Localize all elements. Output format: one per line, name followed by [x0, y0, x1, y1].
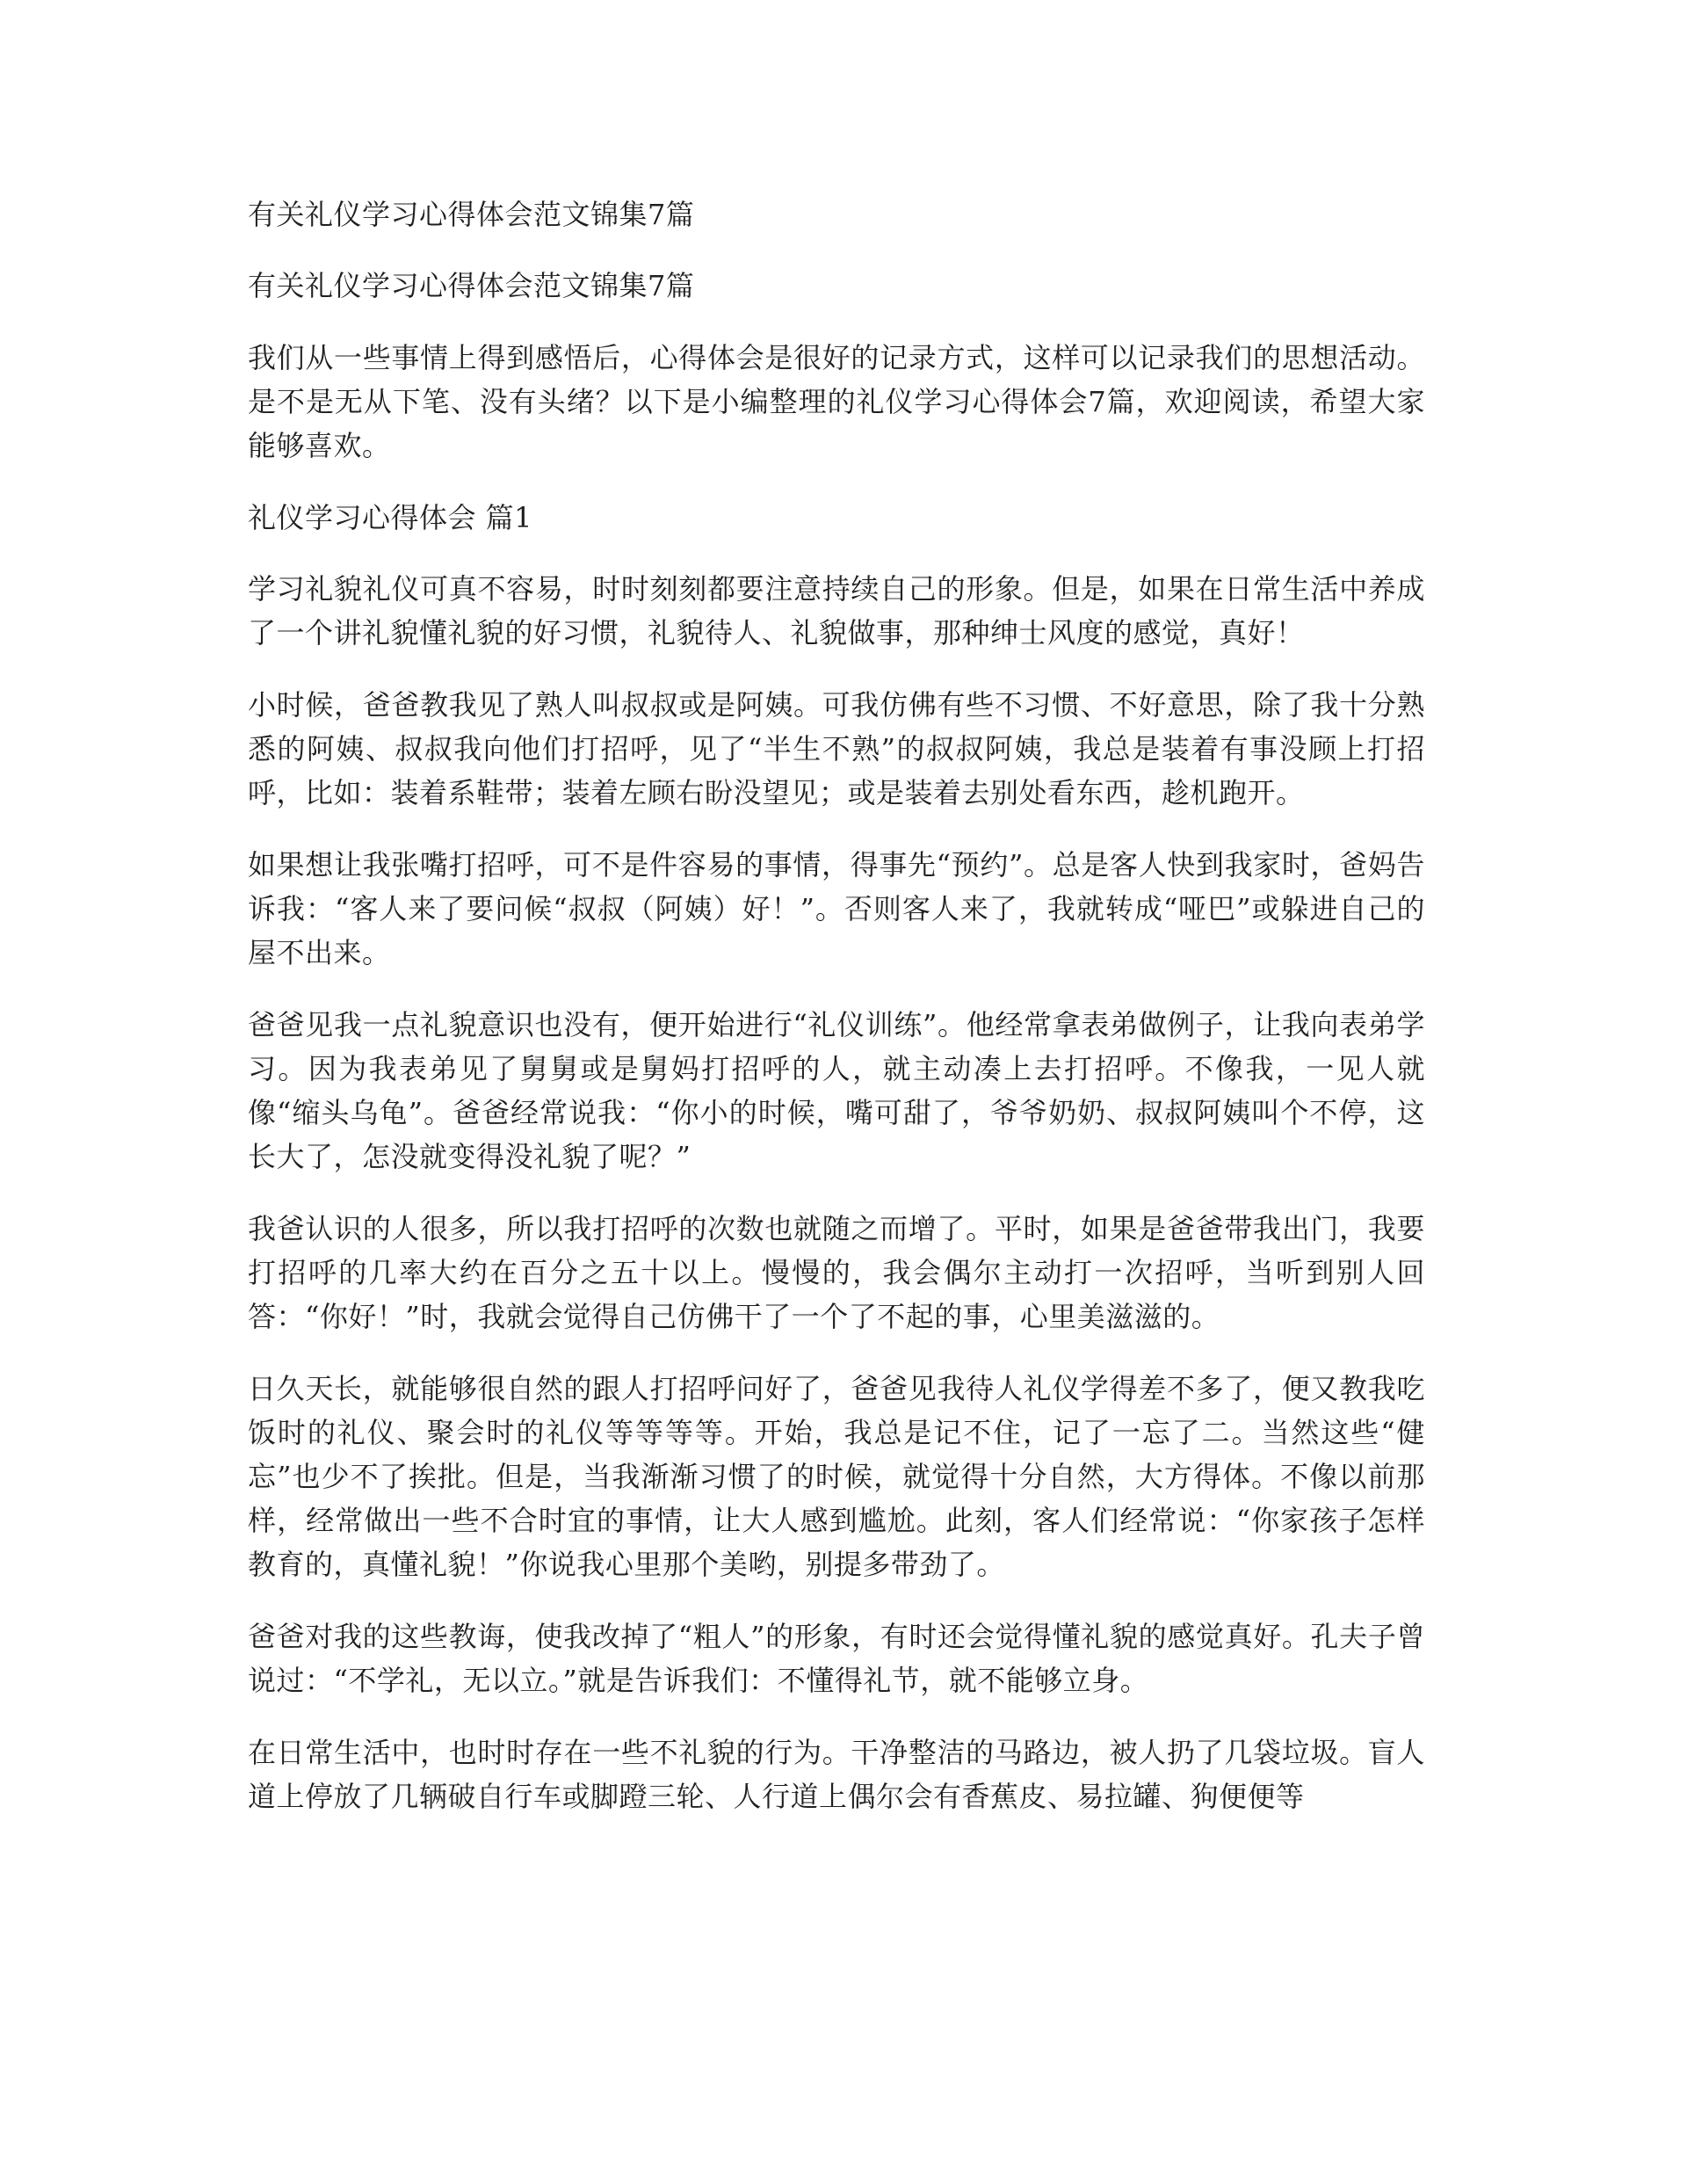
intro-paragraph: 我们从一些事情上得到感悟后，心得体会是很好的记录方式，这样可以记录我们的思想活动。是不是无从下笔、没有头绪？以下是小编整理的礼仪学习心得体会7篇，欢迎阅读，希望大家能够喜欢。: [248, 341, 1425, 462]
body-paragraph: 学习礼貌礼仪可真不容易，时时刻刻都要注意持续自己的形象。但是，如果在日常生活中养成了一个讲礼貌懂礼貌的好习惯，礼貌待人、礼貌做事，那种绅士风度的感觉，真好！: [248, 572, 1425, 649]
section-heading: 礼仪学习心得体会 篇1: [248, 501, 533, 534]
document-body: [248, 192, 1425, 1847]
body-paragraph: 小时候，爸爸教我见了熟人叫叔叔或是阿姨。可我仿佛有些不习惯、不好意思，除了我十分熟悉的阿姨、叔叔我向他们打招呼，见了“半生不熟”的叔叔阿姨，我总是装着有事没顾上打招呼，比如：装着系鞋带；装着左顾右盼没望见；或是装着去别处看东西，趁机跑开。: [248, 688, 1425, 809]
body-paragraph: 爸爸见我一点礼貌意识也没有，便开始进行“礼仪训练”。他经常拿表弟做例子，让我向表弟学习。因为我表弟见了舅舅或是舅妈打招呼的人，就主动凑上去打招呼。不像我，一见人就像“缩头乌龟”。爸爸经常说我：“你小的时候，嘴可甜了，爷爷奶奶、叔叔阿姨叫个不停，这长大了，怎没就变得没礼貌了呢？”: [248, 1008, 1425, 1173]
body-paragraph: 在日常生活中，也时时存在一些不礼貌的行为。干净整洁的马路边，被人扔了几袋垃圾。盲人道上停放了几辆破自行车或脚蹬三轮、人行道上偶尔会有香蕉皮、易拉罐、狗便便等: [248, 1736, 1425, 1813]
document-subtitle: 有关礼仪学习心得体会范文锦集7篇: [248, 269, 695, 302]
document-title: 有关礼仪学习心得体会范文锦集7篇: [248, 198, 695, 231]
body-paragraph: 我爸认识的人很多，所以我打招呼的次数也就随之而增了。平时，如果是爸爸带我出门，我要打招呼的几率大约在百分之五十以上。慢慢的，我会偶尔主动打一次招呼，当听到别人回答：“你好！”时，我就会觉得自己仿佛干了一个了不起的事，心里美滋滋的。: [248, 1212, 1425, 1333]
body-paragraph: 日久天长，就能够很自然的跟人打招呼问好了，爸爸见我待人礼仪学得差不多了，便又教我吃饭时的礼仪、聚会时的礼仪等等等等。开始，我总是记不住，记了一忘了二。当然这些“健忘”也少不了挨批。但是，当我渐渐习惯了的时候，就觉得十分自然，大方得体。不像以前那样，经常做出一些不合时宜的事情，让大人感到尴尬。此刻，客人们经常说：“你家孩子怎样教育的，真懂礼貌！”你说我心里那个美哟，别提多带劲了。: [248, 1372, 1425, 1581]
body-paragraph: 如果想让我张嘴打招呼，可不是件容易的事情，得事先“预约”。总是客人快到我家时，爸妈告诉我：“客人来了要问候“叔叔（阿姨）好！”。否则客人来了，我就转成“哑巴”或躲进自己的屋不出来。: [248, 848, 1425, 969]
body-paragraph: 爸爸对我的这些教诲，使我改掉了“粗人”的形象，有时还会觉得懂礼貌的感觉真好。孔夫子曾说过：“不学礼，无以立。”就是告诉我们：不懂得礼节，就不能够立身。: [248, 1620, 1425, 1697]
